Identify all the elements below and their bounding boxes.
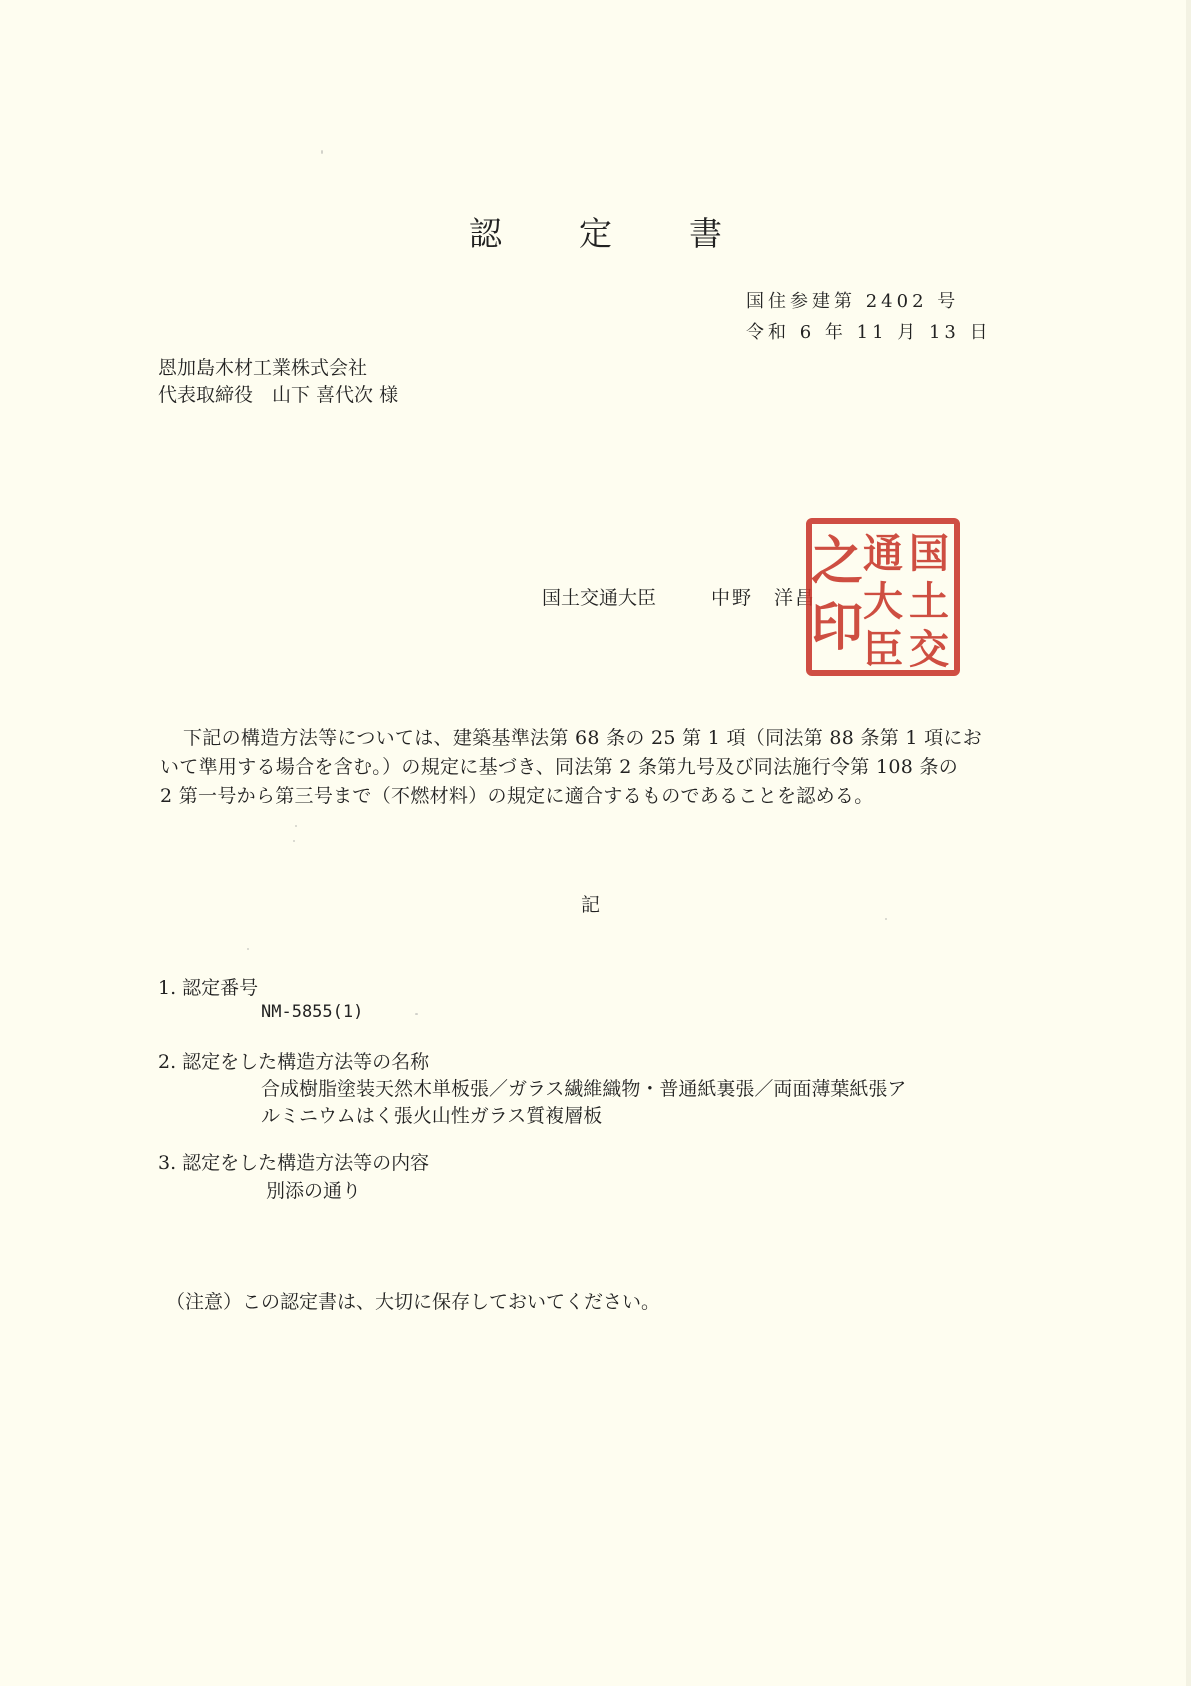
item-2-value-line-2: ルミニウムはく張火山性ガラス質複層板 (261, 1105, 603, 1127)
seal-character: 印 (810, 597, 864, 658)
document-title: 認 定 書 (469, 214, 744, 253)
seal-character: 大 (863, 578, 903, 625)
recipient-representative: 代表取締役 山下 喜代次 様 (158, 384, 399, 406)
seal-character: 交 (909, 626, 949, 673)
item-3-heading: 3. 認定をした構造方法等の内容 (158, 1152, 430, 1174)
seal-character: 土 (909, 578, 949, 625)
issuer-title: 国土交通大臣 (542, 587, 657, 609)
scan-speck (885, 918, 887, 920)
document-date: 令和 6 年 11 月 13 日 (746, 322, 992, 343)
seal-character: 臣 (863, 626, 903, 673)
seal-character: 之 (810, 531, 864, 592)
scan-speck (247, 948, 249, 950)
paragraph-line-1: 下記の構造方法等については、建築基準法第 68 条の 25 第 1 項（同法第 88 条第 1 項にお (183, 727, 983, 749)
scan-speck (415, 1013, 418, 1015)
document-number: 国住参建第 2402 号 (746, 291, 960, 312)
item-2-value-line-1: 合成樹脂塗装天然木単板張／ガラス繊維織物・普通紙裏張／両面薄葉紙張ア (261, 1078, 907, 1100)
recipient-company: 恩加島木材工業株式会社 (158, 357, 368, 379)
paragraph-line-3: 2 第一号から第三号まで（不燃材料）の規定に適合するものであることを認める。 (160, 785, 874, 807)
scan-edge (1186, 0, 1191, 1686)
seal-character: 国 (909, 530, 949, 577)
item-1-heading: 1. 認定番号 (158, 977, 259, 999)
scan-speck (293, 840, 295, 842)
item-3-value: 別添の通り (266, 1180, 362, 1202)
paragraph-line-2: いて準用する場合を含む。）の規定に基づき、同法第 2 条第九号及び同法施行令第 108 条の (160, 756, 959, 778)
ki-heading: 記 (581, 894, 601, 916)
official-seal-stamp (805, 517, 961, 677)
storage-note: （注意）この認定書は、大切に保存しておいてください。 (166, 1291, 661, 1313)
scan-speck (321, 150, 323, 154)
scan-speck (295, 825, 297, 827)
item-2-heading: 2. 認定をした構造方法等の名称 (158, 1051, 430, 1073)
issuer-name: 中野 洋昌 (711, 587, 817, 609)
item-1-value: NM-5855(1) (261, 1002, 364, 1022)
seal-character: 通 (863, 530, 903, 577)
